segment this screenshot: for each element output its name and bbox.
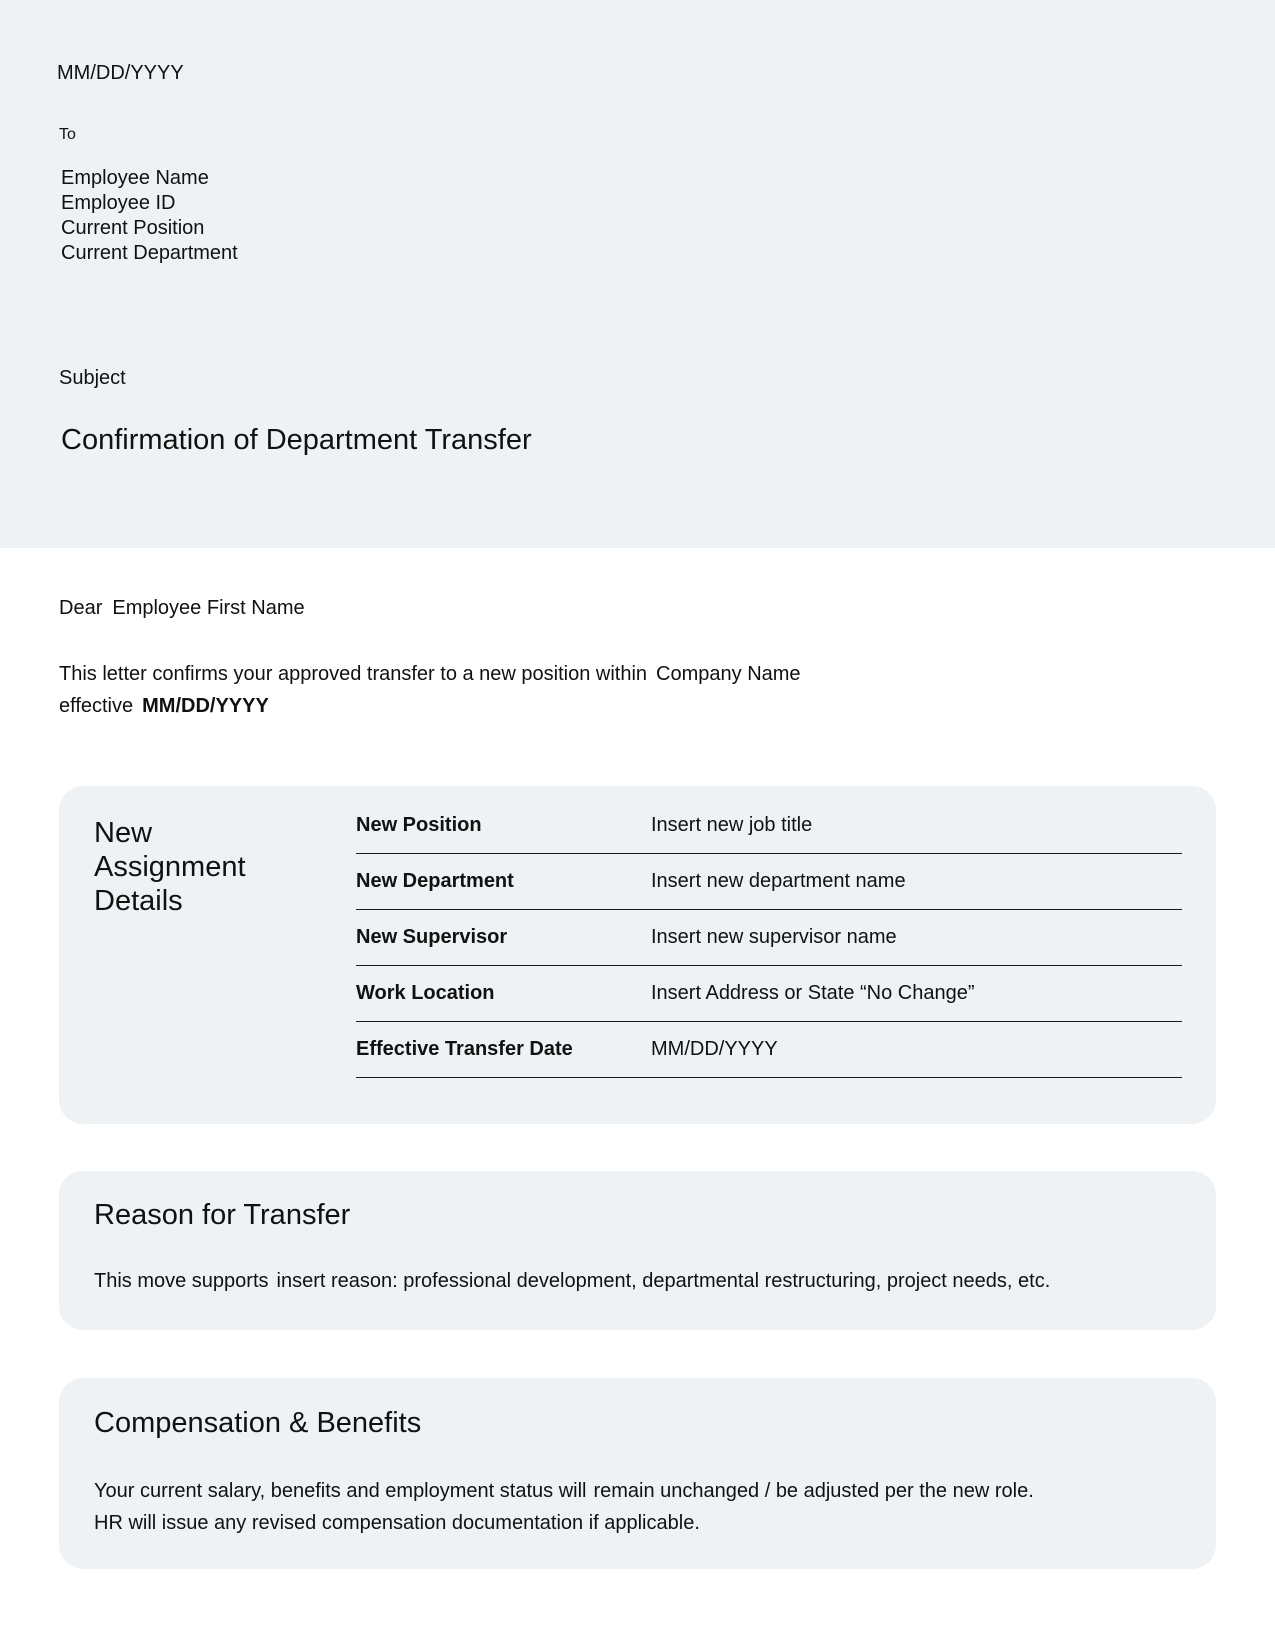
intro-text: This letter confirms your approved transfer to a new position within (59, 663, 648, 685)
subject-title: Confirmation of Department Transfer (61, 424, 532, 456)
detail-label: Effective Transfer Date (356, 1038, 573, 1060)
detail-value: Insert new supervisor name (651, 926, 897, 948)
detail-row (356, 798, 1182, 854)
detail-row (356, 910, 1182, 966)
compensation-note: HR will issue any revised compensation documentation if applicable. (94, 1512, 700, 1534)
reason-title: Reason for Transfer (94, 1199, 351, 1231)
to-label: To (59, 126, 76, 143)
reason-lead: This move supports (94, 1270, 269, 1292)
reason-text (94, 1267, 1050, 1295)
assignment-title: New Assignment Details (94, 817, 246, 917)
recipient-position: Current Position (61, 217, 205, 239)
effective-label: effective (59, 695, 134, 717)
letter-date: MM/DD/YYYY (57, 62, 184, 84)
header-section (0, 0, 1275, 548)
detail-label: New Department (356, 870, 514, 892)
detail-row (356, 1022, 1182, 1078)
compensation-lead: Your current salary, benefits and employment status will (94, 1480, 587, 1502)
compensation-card (59, 1378, 1216, 1569)
subject-label: Subject (59, 367, 126, 389)
detail-label: Work Location (356, 982, 495, 1004)
assignment-card (59, 786, 1216, 1124)
greeting (59, 596, 305, 620)
detail-label: New Supervisor (356, 926, 508, 948)
salutation: Dear (59, 597, 103, 619)
assignment-details-table (356, 798, 1182, 1078)
detail-row (356, 854, 1182, 910)
detail-value: Insert new job title (651, 814, 813, 836)
greeting-name: Employee First Name (112, 597, 305, 619)
compensation-option: remain unchanged / be adjusted per the new role. (593, 1480, 1034, 1502)
recipient-block (61, 166, 238, 266)
reason-placeholder: insert reason: professional development, departmental restructuring, project needs, etc. (276, 1270, 1051, 1292)
intro-paragraph (59, 658, 1059, 722)
detail-value: Insert new department name (651, 870, 906, 892)
company-name: Company Name (656, 663, 801, 685)
detail-value: MM/DD/YYYY (651, 1038, 778, 1060)
effective-date: MM/DD/YYYY (142, 695, 269, 717)
detail-value: Insert Address or State “No Change” (651, 982, 975, 1004)
reason-card (59, 1171, 1216, 1330)
detail-row (356, 966, 1182, 1022)
recipient-id: Employee ID (61, 192, 176, 214)
recipient-department: Current Department (61, 242, 238, 264)
compensation-title: Compensation & Benefits (94, 1407, 422, 1439)
recipient-name: Employee Name (61, 167, 209, 189)
detail-label: New Position (356, 814, 482, 836)
compensation-text (94, 1475, 1034, 1539)
